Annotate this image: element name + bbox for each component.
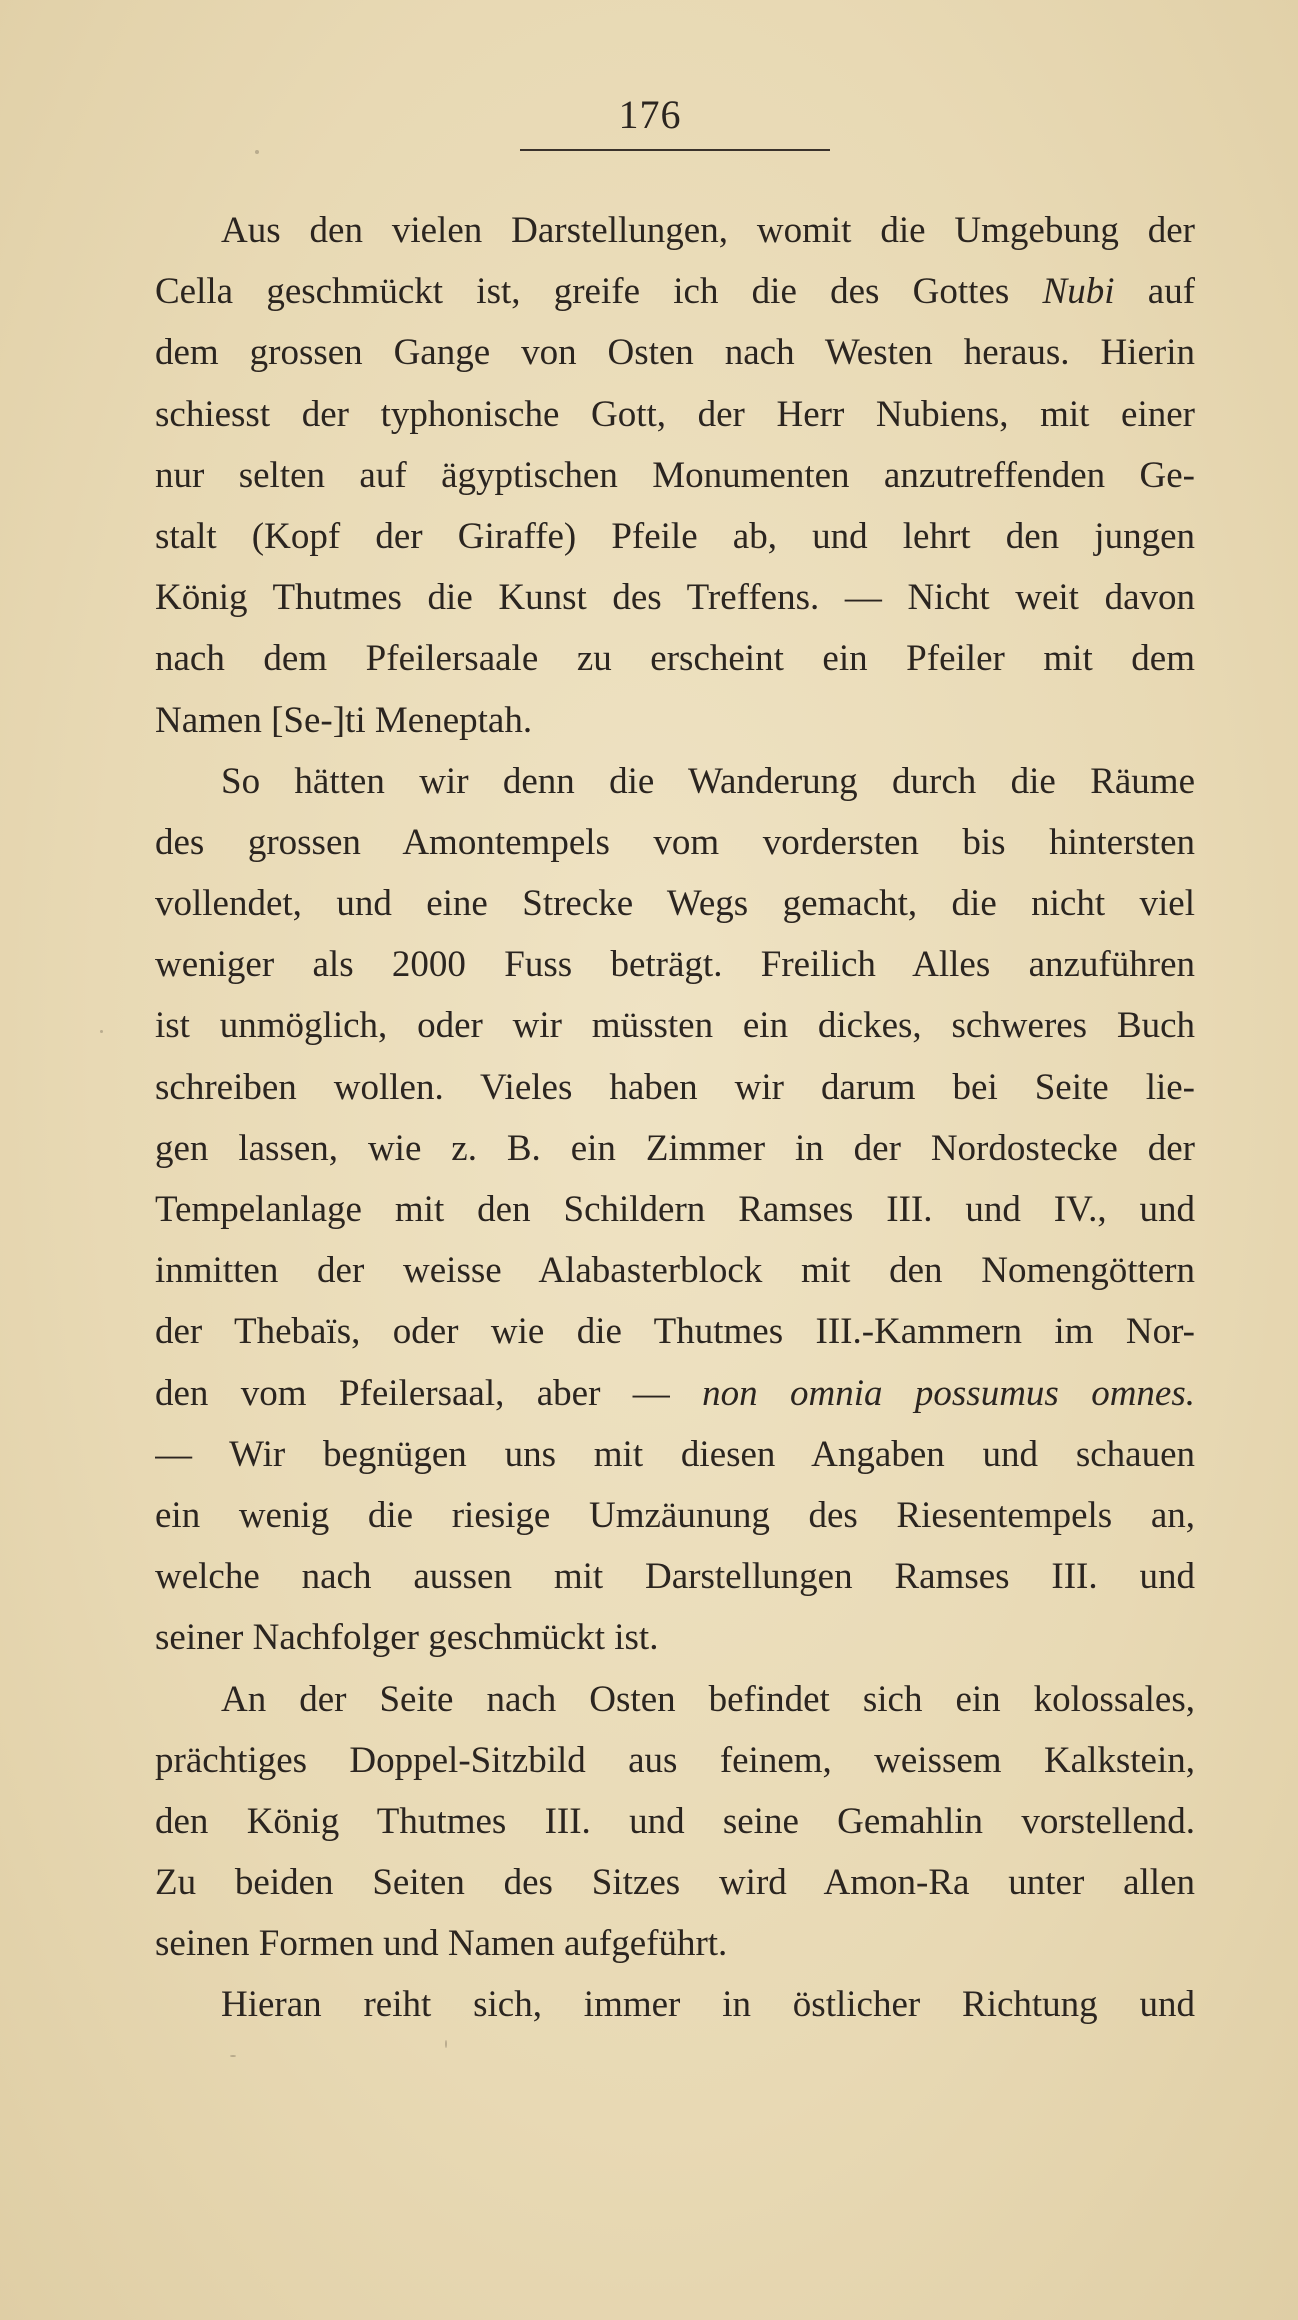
text-line: ein wenig die riesige Umzäunung des Riesentempels an,	[155, 1494, 1195, 1536]
paper-speck	[445, 2040, 447, 2048]
text-line: schreiben wollen. Vieles haben wir darum bei Seite lie-	[155, 1066, 1195, 1108]
text-line: gen lassen, wie z. B. ein Zimmer in der Nordostecke der	[155, 1127, 1195, 1169]
header-rule	[520, 149, 830, 151]
text-line: Hieran reiht sich, immer in östlicher Richtung und	[221, 1984, 1195, 2026]
text-line: stalt (Kopf der Giraffe) Pfeile ab, und lehrt den jungen	[155, 515, 1195, 557]
italic-term-nubi: Nubi	[1042, 271, 1115, 313]
text-line: schiesst der typhonische Gott, der Herr Nubiens, mit einer	[155, 393, 1195, 435]
text-line: des grossen Amontempels vom vordersten bis hintersten	[155, 821, 1195, 863]
text-line: Aus den vielen Darstellungen, womit die Umgebung der	[221, 210, 1195, 251]
paper-speck	[100, 1030, 103, 1033]
text-line: den König Thutmes III. und seine Gemahlin vorstellend.	[155, 1800, 1195, 1842]
text-line: nur selten auf ägyptischen Monumenten anzutreffenden Ge-	[155, 454, 1195, 496]
text-line: der Thebaïs, oder wie die Thutmes III.-Kammern im Nor-	[155, 1311, 1195, 1353]
text-line: Zu beiden Seiten des Sitzes wird Amon-Ra unter allen	[155, 1862, 1195, 1904]
paper-speck	[255, 150, 259, 154]
latin-quote: non omnia possumus omnes.	[702, 1372, 1195, 1414]
text-line: — Wir begnügen uns mit diesen Angaben und schauen	[155, 1433, 1195, 1475]
text-line: inmitten der weisse Alabasterblock mit den Nomengöttern	[155, 1250, 1195, 1292]
text-line: König Thutmes die Kunst des Treffens. — Nicht weit davon	[155, 577, 1195, 619]
text-line: Tempelanlage mit den Schildern Ramses III. und IV., und	[155, 1189, 1195, 1230]
text-line: nach dem Pfeilersaale zu erscheint ein Pfeiler mit dem	[155, 638, 1195, 680]
text-line: An der Seite nach Osten befindet sich ein kolossales,	[221, 1678, 1195, 1720]
text-line: welche nach aussen mit Darstellungen Ramses III. und	[155, 1556, 1195, 1598]
page-number: 176	[618, 92, 682, 137]
text-line: dem grossen Gange von Osten nach Westen heraus. Hierin	[155, 332, 1195, 374]
text-line: Cella geschmückt ist, greife ich die des Gottes Nubi auf	[155, 271, 1195, 313]
text-line: seiner Nachfolger geschmückt ist.	[155, 1617, 659, 1659]
text-line: den vom Pfeilersaal, aber — non omnia possumus omnes.	[155, 1372, 1195, 1414]
text-line: ist unmöglich, oder wir müssten ein dickes, schweres Buch	[155, 1005, 1195, 1047]
text-line: seinen Formen und Namen aufgeführt.	[155, 1923, 728, 1965]
text-line: prächtiges Doppel-Sitzbild aus feinem, weissem Kalkstein,	[155, 1739, 1195, 1781]
paper-speck	[230, 2055, 236, 2057]
text-line: Namen [Se-]ti Meneptah.	[155, 699, 533, 741]
text-line: vollendet, und eine Strecke Wegs gemacht, die nicht viel	[155, 883, 1195, 925]
body-text	[155, 200, 1195, 2036]
text-line: weniger als 2000 Fuss beträgt. Freilich Alles anzuführen	[155, 944, 1195, 986]
text-line: So hätten wir denn die Wanderung durch die Räume	[221, 760, 1195, 802]
